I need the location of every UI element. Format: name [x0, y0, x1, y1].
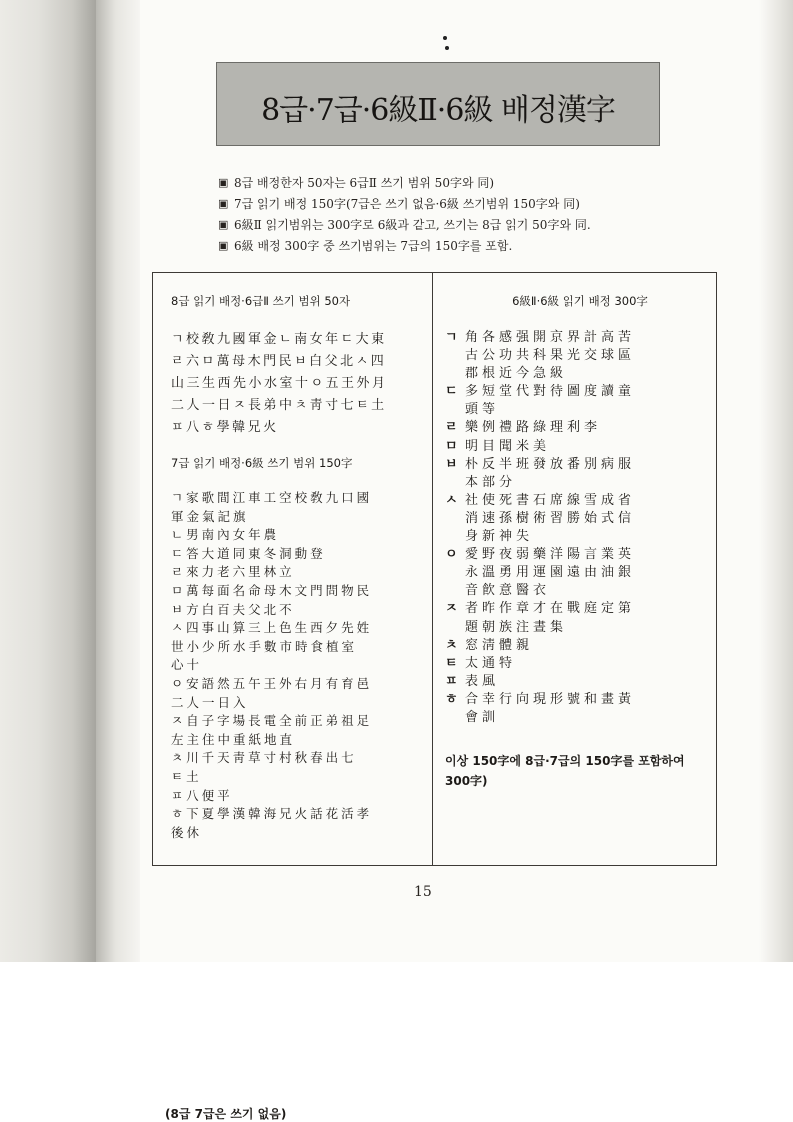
hanja-list: 身新神失: [465, 529, 534, 545]
hanja-row: ㄴ男南內女年農: [171, 527, 280, 543]
hanja-row: [445, 492, 707, 510]
hanja-row: [445, 637, 707, 655]
consonant-label: ㅂ: [445, 456, 458, 472]
hanja-row: [445, 365, 707, 383]
hanja-table: [152, 272, 717, 1121]
hanja-row: 二人一日ㅈ長弟中ㅊ靑寸七ㅌ土: [171, 398, 387, 413]
section-title-8gup: 8급 읽기 배정·6급Ⅱ 쓰기 범위 50자: [171, 294, 351, 308]
hanja-row: ㄷ答大道同東冬洞動登: [171, 545, 326, 561]
hanja-list: 郡根近今急級: [465, 366, 568, 382]
consonant-label: ㄹ: [445, 420, 458, 436]
hanja-list: 者昨作章才在戰庭定第: [465, 601, 636, 617]
hanja-row: [445, 456, 707, 474]
square-bullet-icon: ▣: [218, 218, 229, 231]
hanja-row: ㅌ土: [171, 768, 202, 784]
hanja-list: 太通特: [465, 655, 517, 671]
column-divider: [432, 273, 433, 865]
note-item: [218, 235, 668, 256]
hanja-row: [445, 419, 707, 437]
note-text: 6級 배정 300字 중 쓰기범위는 7급의 150字를 포함.: [234, 239, 513, 253]
consonant-label: ㅍ: [445, 673, 458, 689]
hanja-list: 社使死書石席線雪成省: [465, 492, 636, 508]
hanja-row: 心十: [171, 657, 203, 673]
title-banner: [216, 62, 660, 146]
hanja-row: 山三生西先小水室十ㅇ五王外月: [171, 376, 388, 391]
hanja-row: [445, 329, 707, 347]
square-bullet-icon: ▣: [218, 239, 229, 252]
hanja-row: ㅁ萬每面名命母木文門問物民: [171, 582, 373, 598]
note-text: 6級Ⅱ 읽기범위는 300字로 6級과 같고, 쓰기는 8급 읽기 50字와 同.: [234, 218, 591, 232]
hanja-row: [445, 673, 707, 691]
hanja-row: 左主住中重紙地直: [171, 731, 296, 747]
book-gutter-shadow: [0, 0, 96, 962]
hanja-list: 愛野夜弱藥洋陽言業英: [465, 547, 636, 563]
hanja-row: ㅍ八便平: [171, 787, 233, 803]
note-text: 7급 읽기 배정 150字(7급은 쓰기 없음·6級 쓰기범위 150字와 同): [234, 197, 580, 211]
section-title-7gup: 7급 읽기 배정·6級 쓰기 범위 150字: [171, 456, 353, 470]
hanja-list: 題朝族注晝集: [465, 619, 568, 635]
hanja-list: 古公功共科果光交球區: [465, 348, 636, 364]
hanja-list: 多短堂代對待圖度讀童: [465, 384, 636, 400]
hanja-row: [445, 528, 707, 546]
hanja-list: 本部分: [465, 474, 517, 490]
square-bullet-icon: ▣: [218, 176, 229, 189]
consonant-label: ㅌ: [445, 655, 458, 671]
hanja-list: 明目聞米美: [465, 438, 551, 454]
section-title-6gup: 6級Ⅱ·6級 읽기 배정 300字: [512, 294, 648, 308]
left-column: [171, 291, 427, 842]
consonant-label: ㅇ: [445, 547, 458, 563]
hanja-list: 朴反半班發放番別病服: [465, 456, 636, 472]
note-item: [218, 193, 668, 214]
hanja-list: 永溫勇用運園遠由油銀: [465, 565, 636, 581]
consonant-label: ㄱ: [445, 330, 458, 345]
hanja-list: 表風: [465, 673, 500, 689]
square-bullet-icon: ▣: [218, 197, 229, 210]
hanja-row: ㅇ安語然五午王外右月有育邑: [171, 675, 373, 691]
hanja-row: [445, 383, 707, 401]
hanja-row: ㄱ家歌間江車工空校敎九口國: [171, 490, 373, 505]
book-gutter-fold: [96, 0, 140, 962]
hanja-row: [445, 347, 707, 365]
hanja-row: [445, 438, 707, 456]
page-edge-shadow: [759, 0, 793, 962]
hanja-row: [445, 709, 707, 727]
hanja-row: [445, 619, 707, 637]
hanja-row: ㅍ八ㅎ學韓兄火: [171, 420, 279, 435]
hanja-row: [445, 510, 707, 528]
hanja-row: [445, 691, 707, 709]
hanja-row: 世小少所水手數市時食植室: [171, 638, 358, 654]
note-item: [218, 172, 668, 193]
hanja-row: ㅈ自子字場長電全前正弟祖足: [171, 713, 373, 729]
hanja-row: 軍金氣記旗: [171, 508, 249, 524]
right-column: [445, 291, 707, 791]
consonant-label: ㅅ: [445, 492, 458, 508]
consonant-label: ㅎ: [445, 691, 458, 707]
hanja-row: [445, 474, 707, 492]
left-footnote: (8급 7급은 쓰기 없음): [165, 1107, 287, 1121]
consonant-label: ㅁ: [445, 438, 458, 454]
hanja-row: ㅊ川千天靑草寸村秋春出七: [171, 750, 357, 766]
consonant-label: ㅈ: [445, 601, 458, 617]
right-rows: [445, 329, 707, 727]
hanja-row: ㅅ四事山算三上色生西夕先姓: [171, 620, 373, 636]
punch-mark: [443, 36, 447, 40]
hanja-row: ㄱ校敎九國軍金ㄴ南女年ㄷ大東: [171, 332, 387, 347]
right-footnote: 이상 150字에 8급·7급의 150字를 포함하여 300字): [445, 754, 685, 789]
page-title: 8급·7급·6級Ⅱ·6級 배정漢字: [261, 93, 615, 128]
hanja-row: [445, 564, 707, 582]
page-number: 15: [414, 884, 432, 900]
hanja-list: 消速孫樹術習勝始式信: [465, 510, 636, 526]
hanja-list: 頭等: [465, 402, 500, 418]
hanja-list: 會訓: [465, 709, 500, 725]
hanja-row: 後休: [171, 824, 203, 840]
hanja-list: 角各感强開京界計高苦: [465, 330, 636, 345]
hanja-row: [445, 655, 707, 673]
consonant-label: ㅊ: [445, 637, 458, 653]
hanja-row: ㅎ下夏學漢韓海兄火話花活孝: [171, 806, 373, 822]
hanja-row: ㄹ來力老六里林立: [171, 564, 295, 580]
hanja-row: [445, 582, 707, 600]
hanja-list: 窓淸體親: [465, 637, 534, 653]
hanja-list: 合幸行向現形號和畫黃: [465, 691, 636, 707]
hanja-list: 音飮意醫衣: [465, 583, 551, 599]
note-text: 8급 배정한자 50자는 6급Ⅱ 쓰기 범위 50字와 同): [234, 176, 495, 190]
hanja-row: [445, 546, 707, 564]
hanja-row: 二人一日入: [171, 694, 249, 710]
notes-list: [218, 172, 668, 256]
hanja-row: [445, 600, 707, 618]
consonant-label: ㄷ: [445, 384, 458, 400]
hanja-row: ㄹ六ㅁ萬母木門民ㅂ白父北ㅅ四: [171, 354, 387, 369]
punch-mark: [445, 46, 449, 50]
hanja-row: [445, 401, 707, 419]
hanja-list: 樂例禮路綠理利李: [465, 420, 602, 436]
note-item: [218, 214, 668, 235]
hanja-row: ㅂ方白百夫父北不: [171, 601, 295, 617]
